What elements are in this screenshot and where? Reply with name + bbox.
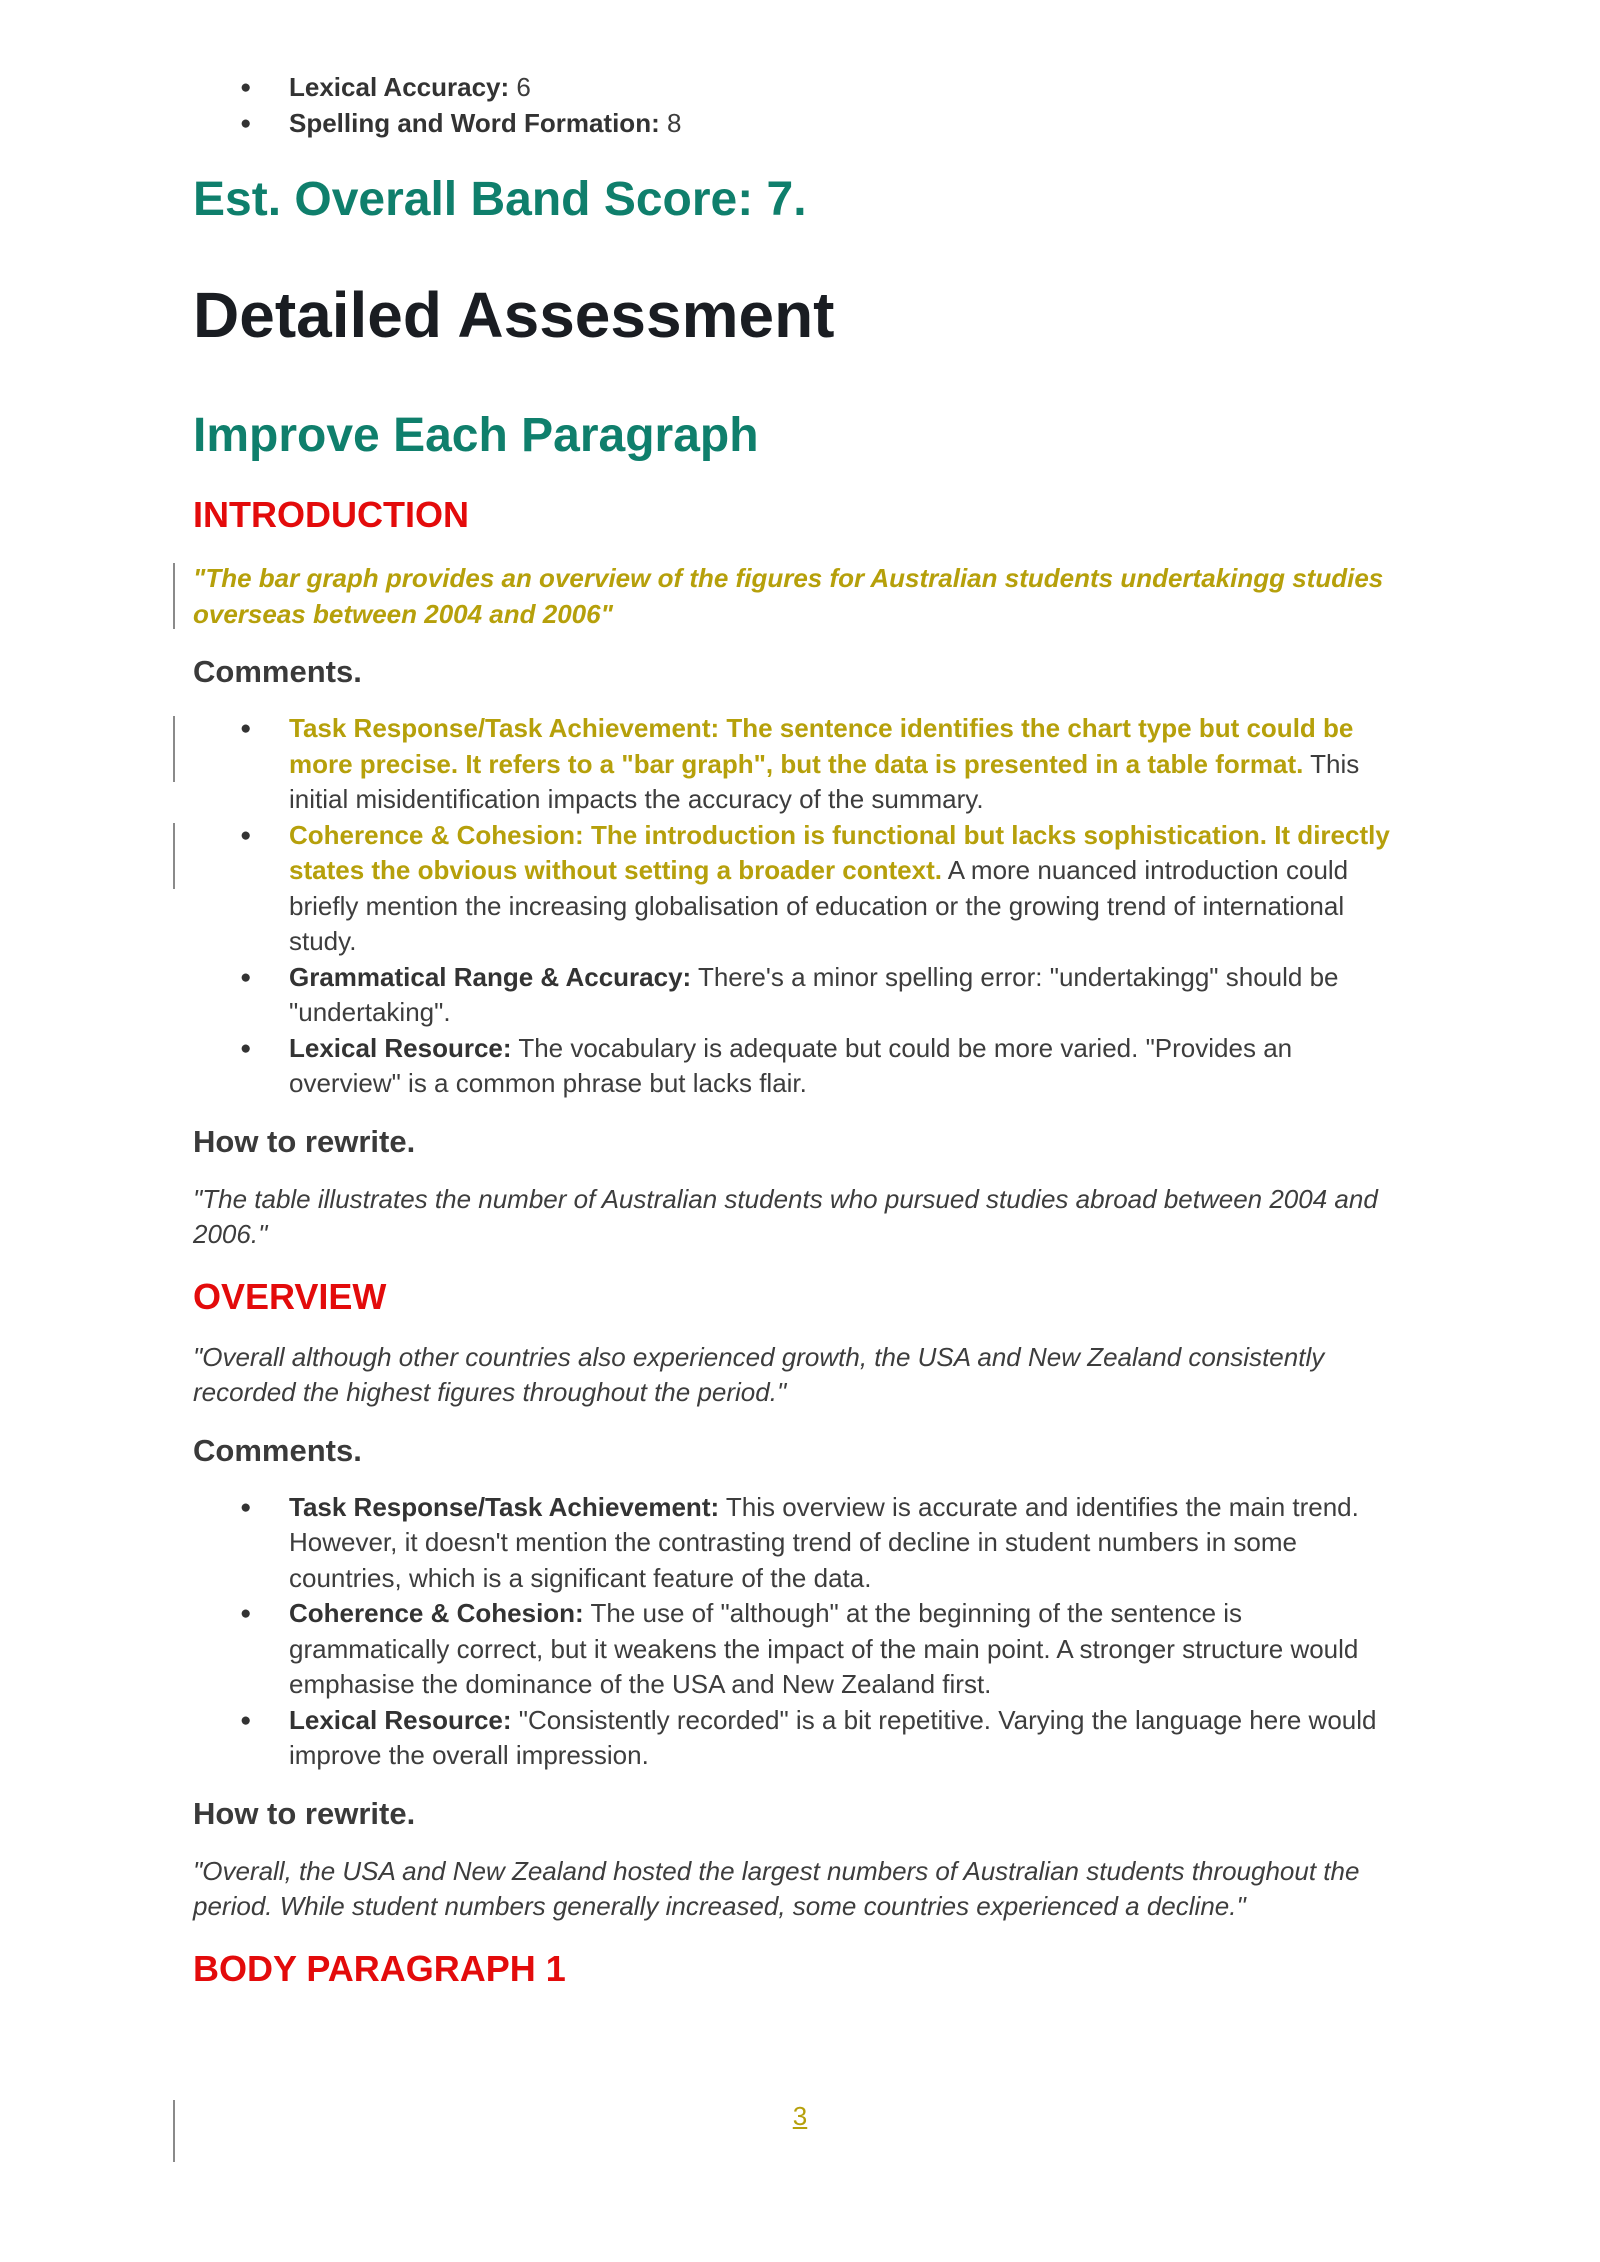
comment-text: The use of "although" at the beginning of the sentence is grammatically correct, but it weakens the impact of the main point. A stronger structure would emphasise the dominance of the USA and New Zealand first.	[289, 1598, 1359, 1699]
overview-heading: OVERVIEW	[193, 1275, 387, 1317]
comment-item	[193, 1703, 1403, 1774]
rewrite-heading: How to rewrite.	[193, 1795, 416, 1831]
comment-text: A more nuanced introduction could briefly mention the increasing globalisation of education or the growing trend of international study.	[289, 855, 1349, 956]
rewrite-heading: How to rewrite.	[193, 1123, 416, 1159]
comment-label: Task Response/Task Achievement:	[289, 1491, 720, 1522]
comments-heading: Comments.	[193, 654, 362, 689]
comment-text: This overview is accurate and identifies the main trend. However, it doesn't mention the contrasting trend of decline in student numbers in some countries, which is a significant feature of the data.	[289, 1491, 1359, 1593]
score-item	[193, 106, 1403, 142]
page-number: 3	[792, 2101, 808, 2131]
score-label: Spelling and Word Formation:	[289, 107, 660, 138]
band-score-heading: Est. Overall Band Score: 7.	[193, 173, 807, 226]
comment-highlight: The introduction is functional but lacks sophistication. It directly states the obvious without setting a broader context.	[289, 819, 1390, 885]
comment-highlight: The sentence identifies the chart type but could be more precise. It refers to a "bar graph", but the data is presented in a table format.	[289, 713, 1354, 779]
comment-item	[193, 1031, 1403, 1102]
comment-item	[193, 1490, 1403, 1597]
comment-label: Coherence & Cohesion:	[289, 819, 584, 850]
comment-item	[193, 1596, 1403, 1703]
introduction-quote: "The bar graph provides an overview of the figures for Australian students undertakingg studies overseas between 2004 and 2006"	[193, 563, 1384, 629]
comments-heading: Comments.	[193, 1432, 362, 1468]
comment-text: "Consistently recorded" is a bit repetitive. Varying the language here would improve the overall impression.	[289, 1704, 1377, 1770]
detailed-assessment-title: Detailed Assessment	[193, 279, 835, 351]
overview-quote: "Overall although other countries also experienced growth, the USA and New Zealand consistently recorded the highest figures throughout the period."	[193, 1341, 1325, 1407]
score-value: 8	[666, 107, 682, 138]
change-marker	[173, 563, 175, 629]
comment-label: Grammatical Range & Accuracy:	[289, 961, 692, 992]
comment-item	[193, 960, 1403, 1031]
change-marker	[173, 716, 175, 782]
comment-text: The vocabulary is adequate but could be more varied. "Provides an overview" is a common phrase but lacks flair.	[289, 1032, 1293, 1098]
comment-text: There's a minor spelling error: "undertakingg" should be "undertaking".	[289, 961, 1339, 1027]
introduction-rewrite: "The table illustrates the number of Australian students who pursued studies abroad between 2004 and 2006."	[193, 1183, 1378, 1249]
comment-item	[193, 711, 1403, 818]
score-label: Lexical Accuracy:	[289, 72, 510, 102]
score-value: 6	[516, 72, 531, 102]
page-content	[193, 70, 1403, 1991]
comment-text: This initial misidentification impacts the accuracy of the summary.	[289, 748, 1360, 814]
change-marker	[173, 823, 175, 889]
overview-rewrite: "Overall, the USA and New Zealand hosted the largest numbers of Australian students throughout the period. While student numbers generally increased, some countries experienced a decline."	[193, 1855, 1360, 1921]
comment-label: Coherence & Cohesion:	[289, 1598, 584, 1628]
introduction-heading: INTRODUCTION	[193, 494, 469, 535]
introduction-comments	[193, 711, 1403, 1102]
body-paragraph-1-heading: BODY PARAGRAPH 1	[193, 1947, 566, 1989]
score-item	[193, 70, 1403, 106]
comment-label: Task Response/Task Achievement:	[289, 713, 720, 743]
comment-label: Lexical Resource:	[289, 1032, 512, 1063]
overview-comments	[193, 1490, 1403, 1774]
comment-item	[193, 818, 1403, 960]
comment-label: Lexical Resource:	[289, 1704, 512, 1735]
score-list	[193, 70, 1403, 141]
improve-heading: Improve Each Paragraph	[193, 409, 759, 462]
